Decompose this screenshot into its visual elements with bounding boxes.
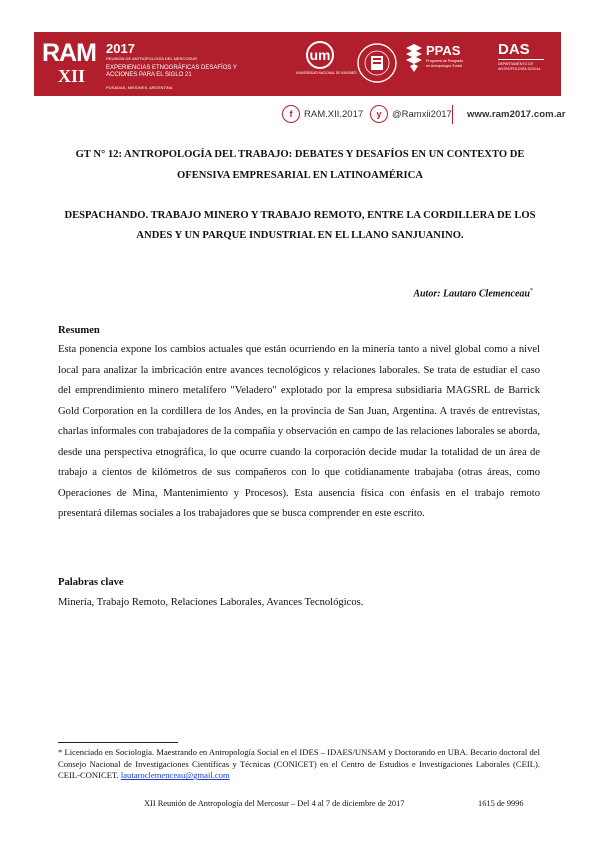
author-name: Autor: Lautaro Clemenceau <box>413 288 530 300</box>
unm-caption: UNIVERSIDAD NACIONAL DE MISIONES <box>296 71 357 75</box>
das-wordmark: DAS <box>498 41 530 58</box>
abstract-heading: Resumen <box>58 325 100 336</box>
paper-title: DESPACHANDO. TRABAJO MINERO Y TRABAJO REMOTO, ENTRE LA CORDILLERA DE LOS ANDES Y UN PARQUE INDUSTRIAL EN EL LLANO SANJUANINO. <box>64 210 536 241</box>
ppas-caption-1: Programa de Posgrado <box>426 59 464 63</box>
ram-year: 2017 <box>106 41 135 56</box>
das-caption-1: DEPARTAMENTO DE <box>498 62 534 66</box>
working-group-title: GT N° 12: ANTROPOLOGÍA DEL TRABAJO: DEBATES Y DESAFÍOS EN UN CONTEXTO DE OFENSIVA EMPRESARIAL EN LATINOAMÉRICA <box>75 149 525 181</box>
das-caption-2: ANTROPOLOGÍA SOCIAL <box>498 67 541 71</box>
das-divider <box>498 59 544 60</box>
conference-banner <box>34 32 561 96</box>
social-divider <box>452 105 453 124</box>
keywords-text: Minería, Trabajo Remoto, Relaciones Laborales, Avances Tecnológicos. <box>58 597 364 608</box>
ram-numeral: XII <box>58 66 86 86</box>
footnote-separator <box>58 742 178 743</box>
twitter-link[interactable] <box>370 104 452 124</box>
footer-page-number: 1615 de 9996 <box>478 799 524 808</box>
ram-subtitle: REUNIÓN DE ANTROPOLOGÍA DEL MERCOSUR <box>106 56 197 61</box>
keywords-heading: Palabras clave <box>58 577 124 588</box>
ppas-mark-icon <box>404 44 424 72</box>
unm-icon <box>300 40 340 70</box>
author-email-link[interactable]: lautaroclemenceau@gmail.com <box>120 770 230 781</box>
abstract-text: Esta ponencia expone los cambios actuales que están ocurriendo en la minería tanto a nivel global como a nivel local para analizar la imbricación entre avances tecnológicos y relaciones laborales. Se trata de estudiar el caso del emprendimiento minero metalífero "Veladero" explotado por la empresa subsidiaria MAGSRL de Barrick Gold Corporation en la cordillera de los Andes, en la provincia de San Juan, Argentina. A través de entrevistas, charlas informales con trabajadores de la compañía y observación en campo de las relaciones laborales se aborda, desde una perspectiva etnográfica, lo que ocurre cuando la corporación decide mudar la totalidad de un área de trabajo a cientos de kilómetros de sus compañeros con lo que cotidianamente trabajaba (otras áreas, como Operaciones de Mina, Mantenimiento y Procesos). Esta ausencia física con énfasis en el trabajo remoto presentará dilemas sociales a los trabajadores que se busca comprender en este escrito. <box>58 344 540 519</box>
facebook-link[interactable] <box>282 104 363 124</box>
unm-logo <box>296 40 357 88</box>
svg-text:um: um <box>309 47 331 63</box>
facebook-handle: RAM.XII.2017 <box>304 108 364 120</box>
faculty-seal-icon <box>356 42 398 84</box>
footnote <box>58 747 540 782</box>
ram-logo <box>42 38 237 92</box>
ram-theme: EXPERIENCIAS ETNOGRÁFICAS DESAFÍOS Y ACCIONES PARA EL SIGLO 21 <box>106 65 237 78</box>
ppas-caption-2: en Antropología Social <box>426 64 462 68</box>
footer-conference: XII Reunión de Antropología del Mercosur – Del 4 al 7 de diciembre de 2017 <box>144 799 405 808</box>
author-footnote-mark: * <box>530 288 533 294</box>
ppas-wordmark: PPAS <box>426 43 461 58</box>
twitter-handle: @Ramxii2017 <box>392 108 452 120</box>
website-link[interactable]: www.ram2017.com.ar <box>467 108 566 120</box>
ram-wordmark: RAM <box>42 39 96 67</box>
das-logo <box>494 40 556 88</box>
ppas-logo <box>402 40 484 88</box>
facebook-icon: f <box>282 105 300 123</box>
ram-place: POSADAS, MISIONES, ARGENTINA <box>106 85 173 90</box>
author-line <box>413 288 533 299</box>
footnote-text: * Licenciado en Sociología. Maestrando en Antropología Social en el IDES – IDAES/UNSAM y Doctorando en UBA. Becario doctoral del Consejo Nacional de Investigaciones Científicas y Técnicas (CONICET) en el Centro de Estudios e Investigaciones Laborales (CEIL). CEIL-CONICET. <box>58 747 540 781</box>
twitter-icon: y <box>370 105 388 123</box>
